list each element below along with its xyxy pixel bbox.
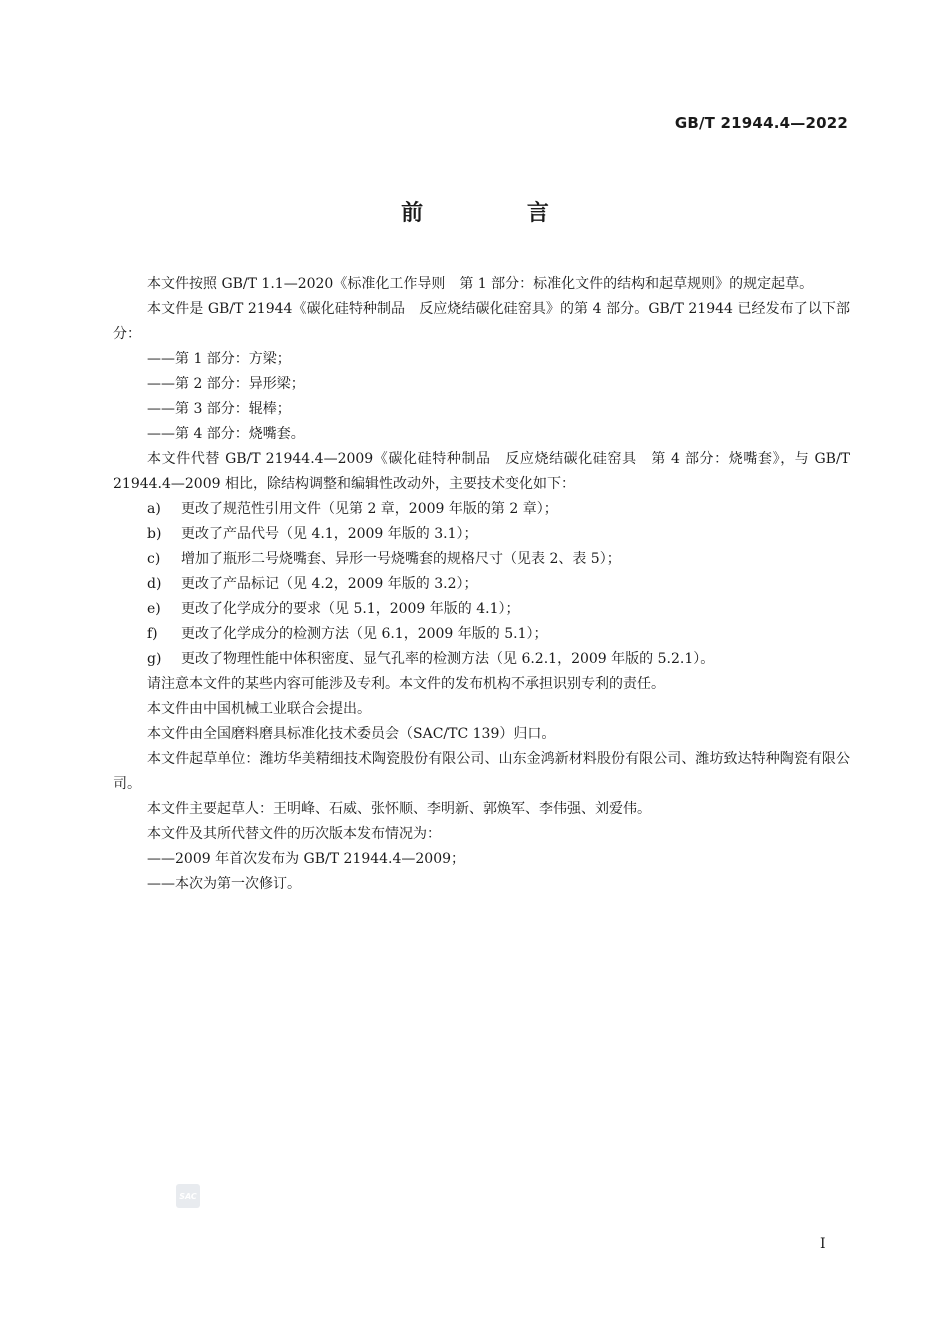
change-text: 更改了物理性能中体积密度、显气孔率的检测方法（见 6.2.1，2009 年版的 5.2.1）。 [181, 651, 715, 667]
part-list-item: ——第 3 部分：辊棒； [147, 401, 291, 417]
page-number: I [820, 1236, 826, 1252]
change-label: f) [147, 626, 158, 642]
change-label: d) [147, 576, 162, 592]
change-label: b) [147, 526, 162, 542]
change-list-item [113, 497, 850, 522]
change-list-item [113, 572, 850, 597]
change-label: g) [147, 651, 162, 667]
paragraph-committee: 本文件由全国磨料磨具标准化技术委员会（SAC/TC 139）归口。 [147, 726, 556, 742]
change-text: 更改了产品标记（见 4.2，2009 年版的 3.2）； [181, 576, 478, 592]
change-text: 更改了化学成分的检测方法（见 6.1，2009 年版的 5.1）； [181, 626, 548, 642]
paragraph-drafting-rule: 本文件按照 GB/T 1.1—2020《标准化工作导则 第 1 部分：标准化文件的结构和起草规则》的规定起草。 [147, 276, 814, 292]
history-item: ——2009 年首次发布为 GB/T 21944.4—2009； [147, 851, 466, 867]
change-text: 增加了瓶形二号烧嘴套、异形一号烧嘴套的规格尺寸（见表 2、表 5）； [181, 551, 621, 567]
change-list-item [113, 597, 850, 622]
part-list-item: ——第 2 部分：异形梁； [147, 376, 305, 392]
change-list-item [113, 547, 850, 572]
paragraph-series-info: 本文件是 GB/T 21944《碳化硅特种制品 反应烧结碳化硅窑具》的第 4 部分。GB/T 21944 已经发布了以下部分： [113, 301, 850, 342]
change-list-item [113, 647, 850, 672]
change-list-item [113, 622, 850, 647]
history-item: ——本次为第一次修订。 [147, 876, 301, 892]
paragraph-history-intro: 本文件及其所代替文件的历次版本发布情况为： [147, 826, 441, 842]
change-label: e) [147, 601, 161, 617]
sac-logo: SAC [176, 1184, 200, 1208]
paragraph-patent-notice: 请注意本文件的某些内容可能涉及专利。本文件的发布机构不承担识别专利的责任。 [147, 676, 665, 692]
paragraph-drafters: 本文件主要起草人：王明峰、石威、张怀顺、李明新、郭焕军、李伟强、刘爱伟。 [147, 801, 651, 817]
change-label: c) [147, 551, 161, 567]
part-list-item: ——第 4 部分：烧嘴套。 [147, 426, 305, 442]
change-text: 更改了化学成分的要求（见 5.1，2009 年版的 4.1）； [181, 601, 520, 617]
paragraph-drafting-units: 本文件起草单位：潍坊华美精细技术陶瓷股份有限公司、山东金鸿新材料股份有限公司、潍坊致达特种陶瓷有限公司。 [113, 751, 850, 792]
part-list-item: ——第 1 部分：方梁； [147, 351, 291, 367]
paragraph-proposer: 本文件由中国机械工业联合会提出。 [147, 701, 371, 717]
paragraph-replacement: 本文件代替 GB/T 21944.4—2009《碳化硅特种制品 反应烧结碳化硅窑具 第 4 部分：烧嘴套》，与 GB/T 21944.4—2009 相比，除结构调整和编辑性改动外，主要技术变化如下： [113, 451, 850, 492]
change-list-item [113, 522, 850, 547]
document-code: GB/T 21944.4—2022 [674, 114, 848, 132]
change-label: a) [147, 501, 161, 517]
change-text: 更改了规范性引用文件（见第 2 章，2009 年版的第 2 章）； [181, 501, 558, 517]
page-title: 前 言 [401, 201, 597, 226]
change-text: 更改了产品代号（见 4.1，2009 年版的 3.1）； [181, 526, 478, 542]
foreword-body [113, 272, 850, 897]
